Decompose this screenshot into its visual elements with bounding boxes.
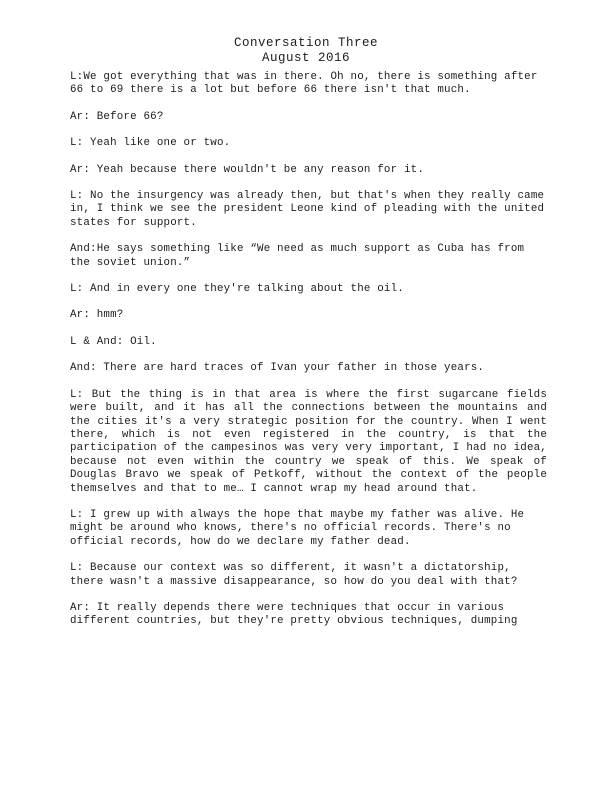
paragraph-l-oil: L: And in every one they're talking about the oil. xyxy=(70,283,404,296)
paragraph-ar-hmm: Ar: hmm? xyxy=(70,309,124,322)
document-date: August 2016 xyxy=(261,51,350,65)
paragraph-l-oneortwo: L: Yeah like one or two. xyxy=(70,137,231,150)
paragraph-and-traces: And: There are hard traces of Ivan your father in those years. xyxy=(70,362,485,375)
paragraph-ar-noreason: Ar: Yeah because there wouldn't be any reason for it. xyxy=(70,163,424,176)
paragraph-l-sugarcane: L: But the thing is in that area is where the first sugarcane fields were built, and it has all the connections between the mountains and the cities it's a very strategic position for the country. When I went there, which is not even registered in the country, is that the participation of the campesinos was very very important, I had no idea, because not even within the country we speak of this. We speak of Douglas Bravo we speak of Petkoff, without the context of the people themselves and that to me… I cannot wrap my head around that. xyxy=(70,388,547,495)
document-title: Conversation Three xyxy=(233,36,379,50)
paragraph-l-hope: L: I grew up with always the hope that maybe my father was alive. He might be around who knows, there's no official records. There's no official records, how do we declare my father dead. xyxy=(70,508,525,548)
paragraph-l-context: L: Because our context was so different, it wasn't a dictatorship, there wasn't a massive disappearance, so how do you deal with that? xyxy=(70,562,518,588)
paragraph-land-oil: L & And: Oil. xyxy=(70,335,157,348)
transcript-body xyxy=(70,71,547,642)
document-header xyxy=(0,36,612,66)
paragraph-l-everything: L:We got everything that was in there. Oh no, there is something after 66 to 69 there is a lot but before 66 there isn't that much. xyxy=(70,71,538,97)
paragraph-and-support: And:He says something like “We need as much support as Cuba has from the soviet union.” xyxy=(70,243,525,269)
paragraph-l-insurgency: L: No the insurgency was already then, but that's when they really came in, I think we see the president Leone kind of pleading with the united states for support. xyxy=(70,190,545,229)
paragraph-ar-before66: Ar: Before 66? xyxy=(70,110,164,123)
paragraph-ar-techniques: Ar: It really depends there were techniques that occur in various different countries, but they're pretty obvious techniques, dumping xyxy=(70,601,518,628)
